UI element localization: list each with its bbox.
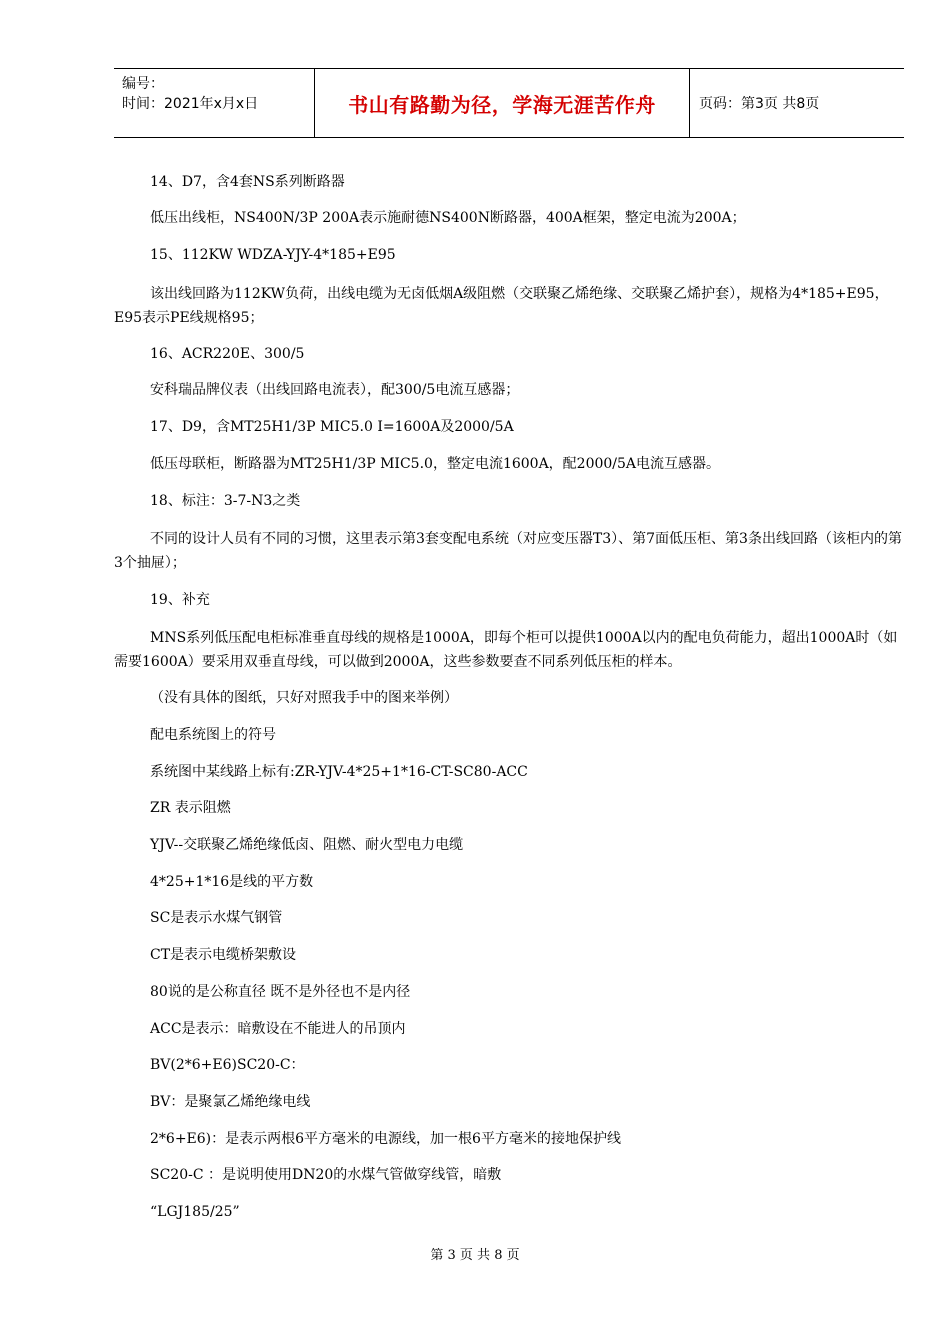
paragraph: 2*6+E6)：是表示两根6平方毫米的电源线，加一根6平方毫米的接地保护线 <box>150 1131 621 1147</box>
paragraph: ZR 表示阻燃 <box>150 800 231 816</box>
paragraph: 15、112KW WDZA-YJY-4*185+E95 <box>150 247 396 263</box>
header-motto-cell <box>314 69 690 137</box>
paragraph: 19、补充 <box>150 592 210 608</box>
page-info-text: 页码：第3页 共8页 <box>699 96 820 112</box>
page-header <box>114 68 904 138</box>
page-footer: 第 3 页 共 8 页 <box>430 1248 520 1263</box>
paragraph: CT是表示电缆桥架敷设 <box>150 947 297 963</box>
time-label: 时间：2021年x月x日 <box>122 96 259 112</box>
paragraph: 配电系统图上的符号 <box>150 727 276 743</box>
paragraph: 低压出线柜，NS400N/3P 200A表示施耐德NS400N断路器，400A框架，整定电流为200A； <box>150 210 746 226</box>
header-meta <box>114 69 314 137</box>
paragraph: MNS系列低压配电柜标准垂直母线的规格是1000A，即每个柜可以提供1000A以内的配电负荷能力，超出1000A时（如需要1600A）要采用双垂直母线，可以做到2000A，这些参数要查不同系列低压柜的样本。 <box>114 630 898 670</box>
paragraph: 安科瑞品牌仪表（出线回路电流表），配300/5电流互感器； <box>150 382 520 398</box>
motto-text: 书山有路勤为径，学海无涯苦作舟 <box>348 92 656 117</box>
paragraph: “LGJ185/25” <box>150 1204 240 1220</box>
paragraph: 17、D9，含MT25H1/3P MIC5.0 I=1600A及2000/5A <box>150 419 514 435</box>
paragraph: YJV--交联聚乙烯绝缘低卤、阻燃、耐火型电力电缆 <box>150 837 464 853</box>
paragraph: 该出线回路为112KW负荷，出线电缆为无卤低烟A级阻燃（交联聚乙烯绝缘、交联聚乙烯护套），规格为4*185+E95，E95表示PE线规格95； <box>114 286 889 326</box>
paragraph: 16、ACR220E、300/5 <box>150 346 305 362</box>
paragraph: 不同的设计人员有不同的习惯，这里表示第3套变配电系统（对应变压器T3）、第7面低压柜、第3条出线回路（该柜内的第3个抽屉）； <box>114 531 902 571</box>
paragraph: 18、标注：3-7-N3之类 <box>150 493 301 509</box>
number-label: 编号： <box>122 76 164 92</box>
paragraph: 系统图中某线路上标有:ZR-YJV-4*25+1*16-CT-SC80-ACC <box>150 764 528 780</box>
paragraph: 14、D7，含4套NS系列断路器 <box>150 174 345 190</box>
paragraph: 80说的是公称直径 既不是外径也不是内径 <box>150 984 411 1000</box>
header-page-info <box>689 69 904 137</box>
paragraph: BV(2*6+E6)SC20-C： <box>150 1057 305 1073</box>
paragraph: SC是表示水煤气钢管 <box>150 910 283 926</box>
paragraph: 低压母联柜，断路器为MT25H1/3P MIC5.0，整定电流1600A，配2000/5A电流互感器。 <box>150 456 721 472</box>
paragraph: BV：是聚氯乙烯绝缘电线 <box>150 1094 311 1110</box>
paragraph: ACC是表示：暗敷设在不能进人的吊顶内 <box>150 1021 406 1037</box>
paragraph: SC20-C ：是说明使用DN20的水煤气管做穿线管，暗敷 <box>150 1167 502 1183</box>
paragraph: 4*25+1*16是线的平方数 <box>150 874 314 890</box>
paragraph: （没有具体的图纸，只好对照我手中的图来举例） <box>150 690 458 706</box>
